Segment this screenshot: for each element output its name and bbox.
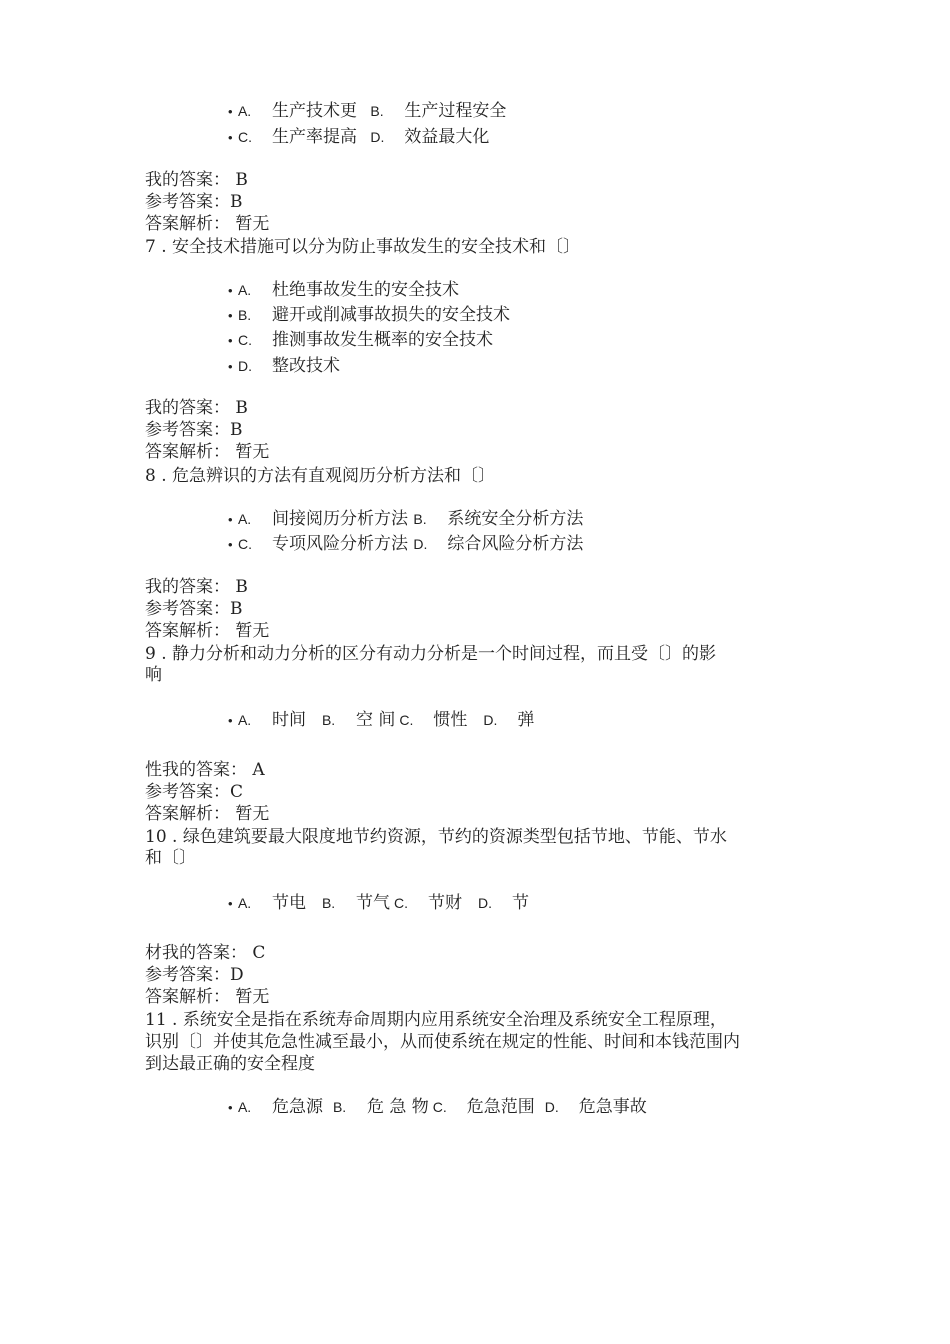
answer-analysis: 答案解析： 暂无 (145, 804, 270, 824)
option-row: • C. 生产率提高 D. 效益最大化 (228, 127, 490, 147)
my-answer: 我的答案： B (145, 398, 248, 418)
reference-answer: 参考答案：C (145, 782, 244, 802)
question-text: 8 . 危急辨识的方法有直观阅历分析方法和〔〕 (145, 466, 496, 486)
option-letter: A. (237, 282, 252, 298)
question-text: 10 . 绿色建筑要最大限度地节约资源，节约的资源类型包括节地、节能、节水 (145, 827, 727, 847)
option-text: 整改技术 (271, 356, 340, 376)
option-text: 杜绝事故发生的安全技术 (271, 280, 459, 300)
option-row: • A. 节电 B. 节气 C. 节财 D. 节 (228, 893, 529, 913)
option-row: • A. 危急源 B. 危 急 物 C. 危急范围 D. 危急事故 (228, 1097, 647, 1117)
option-row: • C. 专项风险分析方法 D. 综合风险分析方法 (228, 534, 584, 554)
option-letter: D. (370, 129, 385, 145)
option-text: 生产过程安全 (404, 101, 507, 121)
option-letter: A. (237, 1099, 252, 1115)
question-text-continued: 响 (145, 665, 162, 685)
option-row: • C. 推测事故发生概率的安全技术 (228, 330, 493, 350)
reference-answer: 参考答案：B (145, 599, 243, 619)
option-letter: B. (413, 511, 427, 527)
option-letter: D. (237, 358, 252, 374)
option-text: 节 (511, 893, 529, 913)
option-letter: A. (237, 103, 252, 119)
option-text: 节电 (271, 893, 306, 913)
reference-answer: 参考答案：B (145, 192, 243, 212)
answer-analysis: 答案解析： 暂无 (145, 987, 270, 1007)
option-row: • D. 整改技术 (228, 356, 340, 376)
option-letter: C. (432, 1099, 447, 1115)
option-text: 综合风险分析方法 (447, 534, 584, 554)
option-letter: C. (393, 895, 408, 911)
option-letter: B. (370, 103, 384, 119)
reference-answer: 参考答案：B (145, 420, 243, 440)
option-text: 系统安全分析方法 (447, 509, 584, 529)
question-text-continued: 识别〔〕并使其危急性减至最小，从而使系统在规定的性能、时间和本钱范围内 (145, 1032, 740, 1052)
option-letter: C. (237, 536, 252, 552)
option-letter: C. (237, 129, 252, 145)
option-text: 危 急 物 (366, 1097, 429, 1117)
my-answer: 我的答案： B (145, 170, 248, 190)
option-letter: D. (544, 1099, 559, 1115)
question-text: 7 . 安全技术措施可以分为防止事故发生的安全技术和〔〕 (145, 237, 581, 257)
option-text: 危急源 (271, 1097, 323, 1117)
answer-analysis: 答案解析： 暂无 (145, 621, 270, 641)
option-text: 专项风险分析方法 (271, 534, 408, 554)
option-letter: A. (237, 712, 252, 728)
option-row: • A. 杜绝事故发生的安全技术 (228, 280, 459, 300)
my-answer: 性我的答案： A (145, 760, 265, 780)
option-row: • A. 间接阅历分析方法 B. 系统安全分析方法 (228, 509, 584, 529)
option-row: • A. 生产技术更 B. 生产过程安全 (228, 101, 507, 121)
option-letter: B. (321, 895, 336, 911)
option-text: 效益最大化 (404, 127, 490, 147)
my-answer: 材我的答案： C (145, 943, 266, 963)
option-letter: A. (237, 511, 252, 527)
option-text: 危急事故 (578, 1097, 647, 1117)
option-letter: D. (413, 536, 428, 552)
option-text: 间接阅历分析方法 (271, 509, 408, 529)
question-text-continued: 到达最正确的安全程度 (145, 1054, 315, 1074)
option-text: 危急范围 (466, 1097, 535, 1117)
option-letter: C. (399, 712, 414, 728)
my-answer: 我的答案： B (145, 577, 248, 597)
option-letter: B. (332, 1099, 347, 1115)
option-letter: D. (483, 712, 498, 728)
option-row: • B. 避开或削减事故损失的安全技术 (228, 305, 510, 325)
option-letter: B. (321, 712, 336, 728)
question-text: 11 . 系统安全是指在系统寿命周期内应用系统安全治理及系统安全工程原理， (145, 1010, 727, 1030)
option-letter: B. (237, 307, 252, 323)
option-text: 惯性 (433, 710, 468, 730)
option-text: 推测事故发生概率的安全技术 (271, 330, 493, 350)
option-text: 节气 (355, 893, 390, 913)
question-text: 9 . 静力分析和动力分析的区分有动力分析是一个时间过程，而且受〔〕的影 (145, 644, 717, 664)
question-text-continued: 和〔〕 (145, 848, 196, 868)
option-letter: D. (477, 895, 492, 911)
option-letter: C. (237, 332, 252, 348)
option-text: 避开或削减事故损失的安全技术 (271, 305, 510, 325)
answer-analysis: 答案解析： 暂无 (145, 214, 270, 234)
option-row: • A. 时间 B. 空 间 C. 惯性 D. 弹 (228, 710, 535, 730)
option-text: 时间 (271, 710, 306, 730)
answer-analysis: 答案解析： 暂无 (145, 442, 270, 462)
option-text: 空 间 (355, 710, 396, 730)
option-text: 生产率提高 (271, 127, 357, 147)
option-letter: A. (237, 895, 252, 911)
option-text: 节财 (427, 893, 462, 913)
reference-answer: 参考答案：D (145, 965, 244, 985)
option-text: 弹 (517, 710, 535, 730)
option-text: 生产技术更 (271, 101, 357, 121)
